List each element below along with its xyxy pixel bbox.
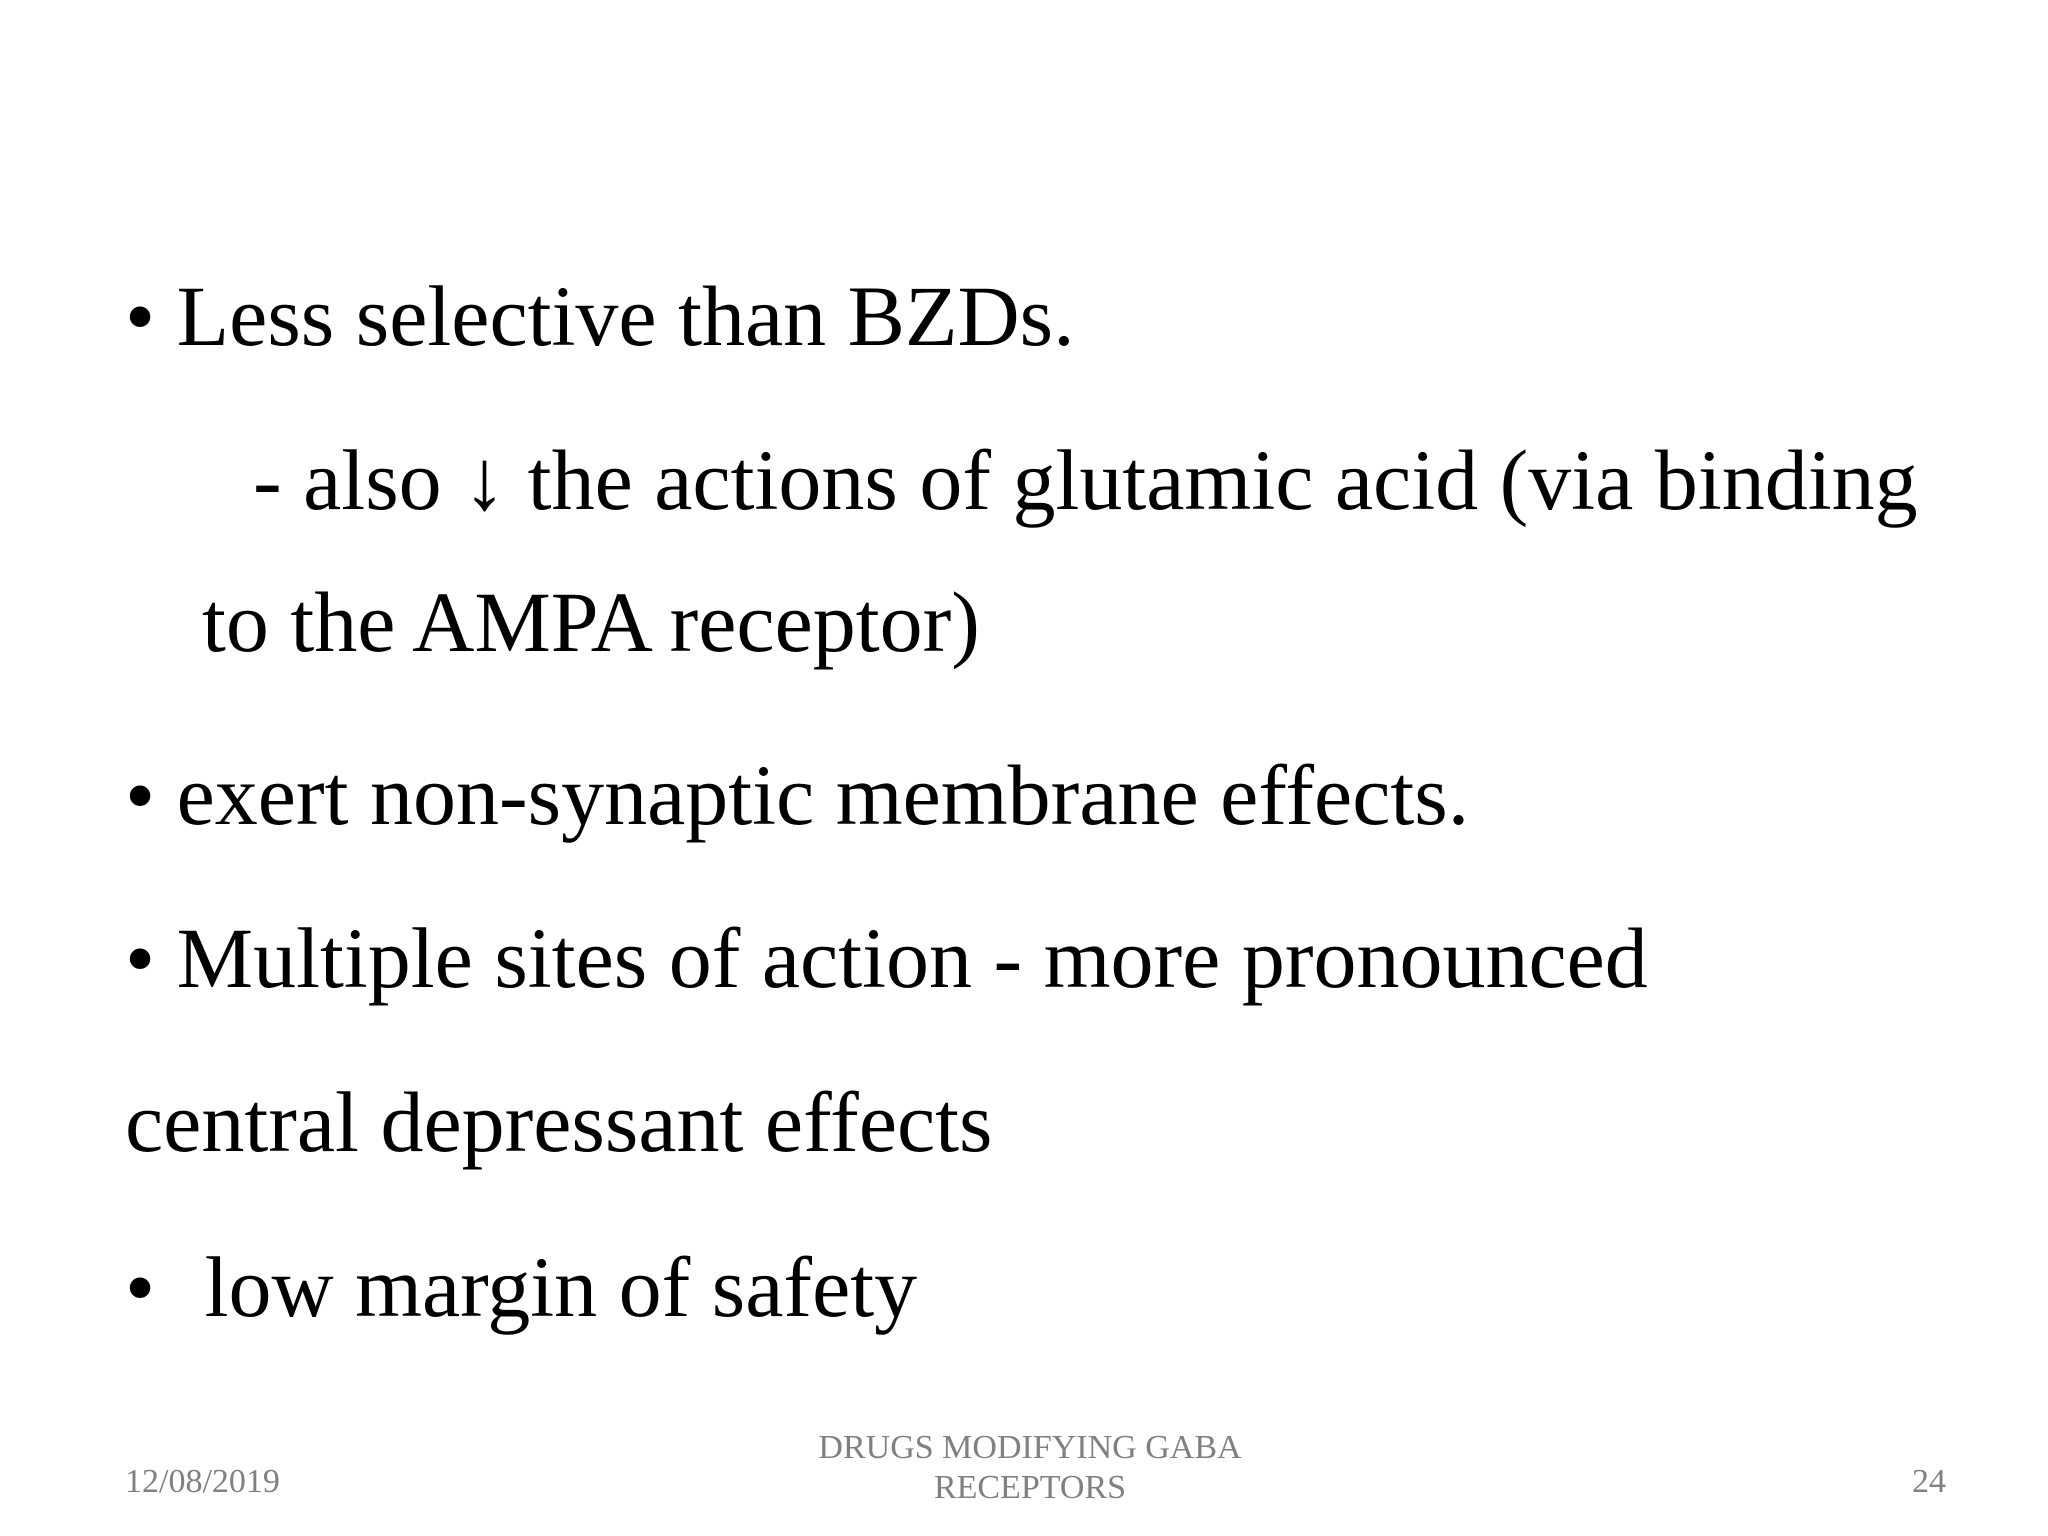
bullet-line-3	[125, 908, 1648, 1008]
bullet-marker: •	[125, 910, 156, 1006]
bullet-text: to the AMPA receptor)	[202, 574, 980, 670]
bullet-marker: •	[125, 1239, 156, 1335]
bullet-text: central depressant effects	[125, 1074, 993, 1170]
bullet-subline-1	[253, 430, 1918, 530]
bullet-subline-2	[202, 572, 980, 672]
bullet-marker: •	[125, 747, 156, 843]
bullet-text: Less selective than BZDs.	[176, 268, 1075, 364]
footer-title-line-2: RECEPTORS	[933, 1469, 1127, 1506]
bullet-marker: •	[125, 268, 156, 364]
bullet-text: Multiple sites of action - more pronounced	[176, 910, 1648, 1006]
bullet-line-4	[125, 1237, 917, 1337]
page-number: 24	[1912, 1463, 1946, 1500]
bullet-line-2	[125, 745, 1469, 845]
bullet-line-1	[125, 266, 1075, 366]
footer-title	[780, 1428, 1280, 1508]
bullet-text: - also ↓ the actions of glutamic acid (via binding	[253, 432, 1918, 528]
bullet-continuation	[125, 1072, 993, 1172]
footer-date: 12/08/2019	[125, 1463, 280, 1500]
footer-title-line-1: DRUGS MODIFYING GABA	[818, 1429, 1242, 1466]
bullet-text: low margin of safety	[204, 1239, 918, 1335]
bullet-text: exert non-synaptic membrane effects.	[176, 747, 1470, 843]
